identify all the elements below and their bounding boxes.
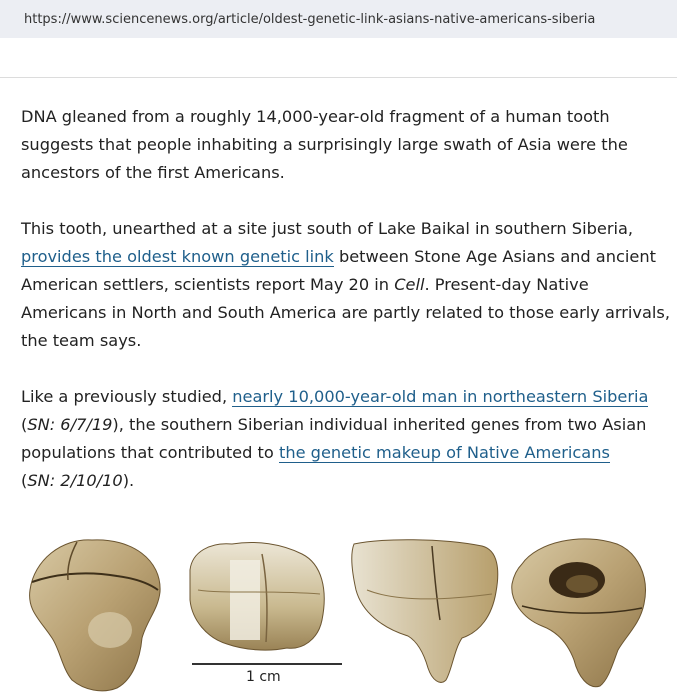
paragraph-3-text-d: (: [21, 471, 28, 490]
paragraph-3-text-c: ), the southern Siberian individual inherited genes from two Asian populations that contributed to: [21, 415, 647, 462]
paragraph-2-text-c: . Present-day Native Americans in North and South America are partly related to those early arrivals, the team says.: [21, 275, 671, 350]
article-body: [21, 103, 671, 523]
reference-1: SN: 6/7/19: [27, 415, 113, 434]
tooth-fragments-image: [22, 520, 652, 697]
scale-label: 1 cm: [246, 669, 281, 685]
scale-bar: [192, 663, 342, 665]
header-divider: [0, 77, 677, 78]
paragraph-3: [21, 383, 671, 495]
tooth-photo: [22, 520, 652, 697]
paragraph-3-text-e: ).: [122, 471, 135, 490]
tooth-fragment-1: [30, 540, 161, 691]
tooth-fragment-3: [352, 540, 498, 683]
paragraph-2: [21, 215, 671, 355]
siberia-man-link[interactable]: nearly 10,000-year-old man in northeastern Siberia: [232, 387, 649, 406]
paragraph-3-text-b: (: [21, 415, 28, 434]
paragraph-1-text: DNA gleaned from a roughly 14,000-year-old fragment of a human tooth suggests that people inhabiting a surprisingly large swath of Asia were the ancestors of the first Americans.: [21, 107, 628, 182]
tooth-fragment-4: [512, 539, 646, 687]
journal-name: Cell: [394, 275, 425, 294]
genetic-makeup-link[interactable]: the genetic makeup of Native Americans: [278, 443, 610, 462]
paragraph-3-text-a: Like a previously studied,: [21, 387, 233, 406]
oldest-genetic-link-link[interactable]: provides the oldest known genetic link: [21, 247, 334, 266]
paragraph-2-text-b: between Stone Age Asians and ancient American settlers, scientists report May 20 in: [21, 247, 656, 294]
url-text: https://www.sciencenews.org/article/oldest-genetic-link-asians-native-americans-siberia: [24, 12, 596, 27]
paragraph-1: [21, 103, 671, 187]
reference-2: SN: 2/10/10: [27, 471, 123, 490]
address-bar[interactable]: [0, 0, 677, 38]
paragraph-2-text-a: This tooth, unearthed at a site just south of Lake Baikal in southern Siberia,: [21, 219, 634, 238]
tooth-fragment-2: [190, 542, 324, 650]
